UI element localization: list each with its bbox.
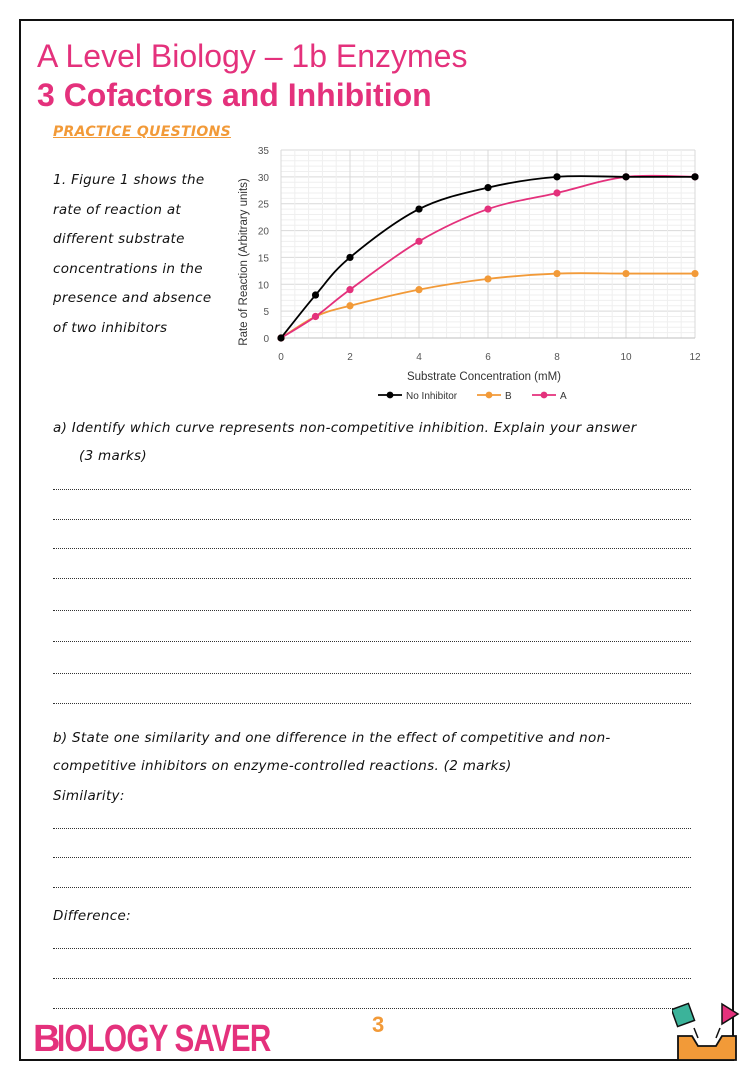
data-point-no-inhibitor [622, 173, 629, 180]
x-tick-label: 6 [485, 352, 491, 363]
similarity-label: Similarity: [53, 788, 125, 804]
y-tick-label: 10 [257, 280, 269, 292]
question-a [53, 414, 703, 470]
difference-label: Difference: [53, 908, 131, 924]
page-subtitle: 3 Cofactors and Inhibition [37, 77, 432, 113]
data-point-b [691, 270, 698, 277]
question-a-line1: a) Identify which curve represents non-competitive inhibition. Explain your answer [53, 420, 637, 436]
data-point-a [484, 205, 491, 212]
data-point-b [346, 302, 353, 309]
data-point-b [622, 270, 629, 277]
data-point-b [415, 286, 422, 293]
legend-label-no-inhibitor: No Inhibitor [406, 391, 458, 402]
data-point-no-inhibitor [415, 205, 422, 212]
legend-marker-a [541, 392, 548, 399]
data-point-no-inhibitor [484, 184, 491, 191]
x-tick-label: 4 [416, 352, 422, 363]
brand-logo-initial: B [33, 1018, 61, 1060]
answer-line[interactable] [53, 673, 691, 674]
page-number: 3 [372, 1012, 385, 1037]
page-title: A Level Biology – 1b Enzymes [37, 38, 468, 74]
question-1-line: concentrations in the [53, 260, 203, 277]
question-b [53, 724, 703, 780]
x-axis-label: Substrate Concentration (mM) [406, 371, 562, 383]
chart-legend [378, 391, 567, 402]
data-point-b [553, 270, 560, 277]
answer-line[interactable] [53, 548, 691, 549]
question-1-text [53, 166, 225, 344]
answer-line[interactable] [53, 948, 691, 949]
x-tick-label: 10 [620, 352, 632, 363]
answer-line[interactable] [53, 641, 691, 642]
y-tick-label: 35 [257, 146, 269, 157]
question-a-marks: (3 marks) [79, 448, 147, 464]
x-tick-label: 8 [554, 352, 560, 363]
y-tick-labels [258, 146, 270, 345]
question-1-line: 1. Figure 1 shows the [53, 172, 205, 188]
answer-line[interactable] [53, 578, 691, 579]
x-tick-label: 2 [347, 352, 353, 363]
y-axis-label: Rate of Reaction (Arbitrary units) [238, 178, 250, 346]
chart-grid [281, 150, 695, 338]
figure-1-chart [232, 138, 712, 410]
data-point-a [415, 238, 422, 245]
y-tick-label: 5 [263, 307, 269, 319]
y-tick-label: 30 [257, 172, 269, 184]
y-tick-label: 25 [257, 199, 269, 211]
question-1-line: different substrate [53, 231, 185, 248]
answer-line[interactable] [53, 610, 691, 611]
answer-line[interactable] [53, 489, 691, 490]
question-1-line: of two inhibitors [53, 319, 168, 336]
question-1-line: presence and absence [53, 290, 212, 307]
x-tick-label: 0 [278, 352, 284, 363]
question-b-line1: b) State one similarity and one difference in the effect of competitive and non- [53, 730, 611, 746]
answer-line[interactable] [53, 1008, 691, 1009]
answer-line[interactable] [53, 828, 691, 829]
data-point-no-inhibitor [553, 173, 560, 180]
brand-logo-text: IOLOGY SAVER [57, 1018, 271, 1060]
legend-marker-b [486, 392, 493, 399]
data-point-a [346, 286, 353, 293]
y-tick-label: 15 [257, 253, 269, 265]
answer-line[interactable] [53, 703, 691, 704]
x-tick-label: 12 [689, 352, 701, 363]
data-point-a [312, 313, 319, 320]
question-b-line2: competitive inhibitors on enzyme-controlled reactions. (2 marks) [53, 758, 512, 774]
legend-marker-no-inhibitor [387, 392, 394, 399]
data-point-a [553, 189, 560, 196]
recycle-box-icon [672, 998, 742, 1064]
y-tick-label: 0 [263, 334, 269, 345]
data-point-no-inhibitor [277, 334, 284, 341]
answer-line[interactable] [53, 857, 691, 858]
y-tick-label: 20 [257, 226, 269, 238]
data-point-no-inhibitor [312, 291, 319, 298]
data-point-b [484, 275, 491, 282]
answer-line[interactable] [53, 519, 691, 520]
data-point-no-inhibitor [691, 173, 698, 180]
question-1-line: rate of reaction at [53, 201, 181, 218]
answer-line[interactable] [53, 978, 691, 979]
legend-label-b: B [505, 391, 512, 402]
x-tick-labels [278, 352, 701, 363]
data-point-no-inhibitor [346, 254, 353, 261]
legend-label-a: A [560, 391, 567, 402]
answer-line[interactable] [53, 887, 691, 888]
section-label: PRACTICE QUESTIONS [53, 124, 231, 140]
